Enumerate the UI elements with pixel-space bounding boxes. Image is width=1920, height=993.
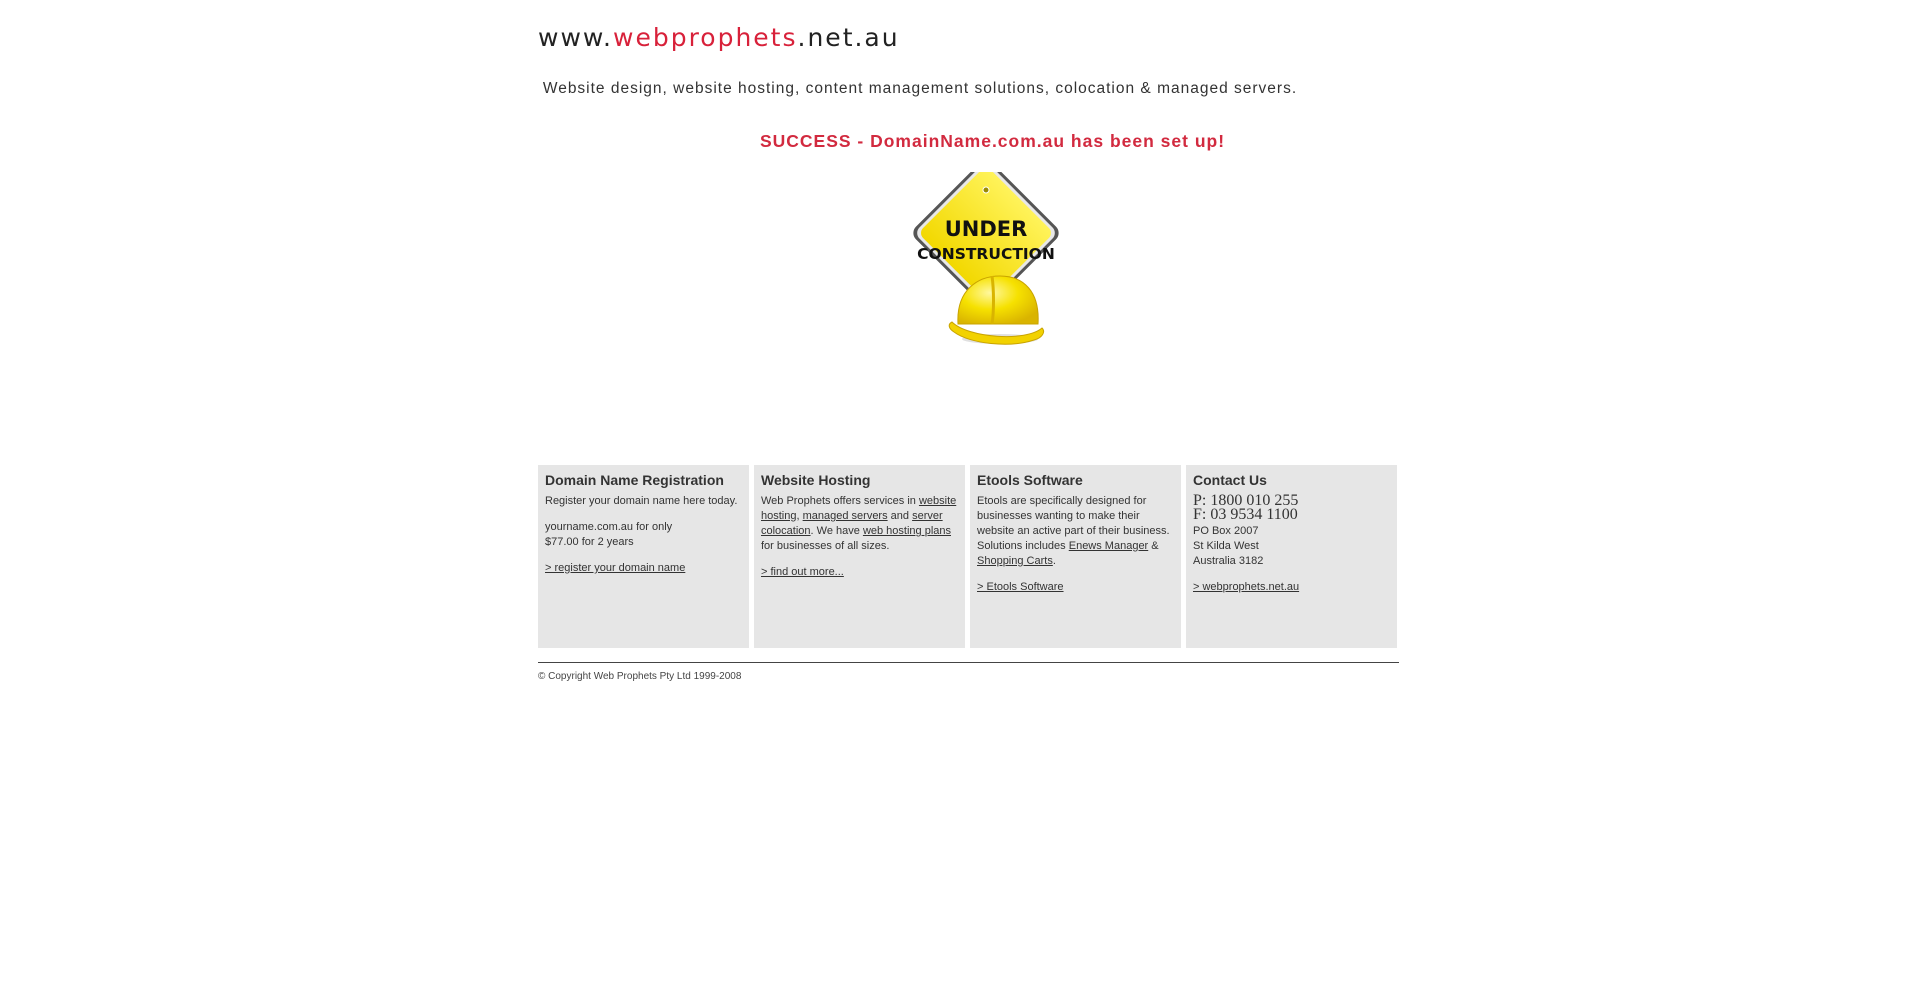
web-hosting-plans-link[interactable]: web hosting plans xyxy=(862,525,951,537)
logo-suffix: .net.au xyxy=(797,23,900,52)
success-message: SUCCESS - DomainName.com.au has been set up! xyxy=(759,131,1226,151)
under-construction-sign xyxy=(906,172,1066,348)
tagline: Website design, website hosting, content management solutions, colocation & managed servers. xyxy=(542,80,1298,97)
hosting-title: Website Hosting xyxy=(761,472,871,488)
etools-panel xyxy=(970,465,1181,648)
hosting-panel xyxy=(754,465,965,648)
etools-text xyxy=(977,494,1174,569)
sign-line1: UNDER xyxy=(944,217,1028,241)
address-line1: PO Box 2007 xyxy=(1193,525,1259,537)
etools-software-link[interactable]: > Etools Software xyxy=(977,581,1064,593)
contact-phone: P: 1800 010 255 xyxy=(1193,492,1299,509)
server-colocation-link[interactable]: server colocation xyxy=(761,510,943,537)
contact-address xyxy=(1193,524,1390,569)
domain-price xyxy=(545,520,742,550)
hosting-text-5: for businesses of all sizes. xyxy=(761,540,890,552)
site-logo[interactable] xyxy=(538,22,900,54)
domain-panel xyxy=(538,465,749,648)
logo-brand: webprophets xyxy=(613,23,798,52)
webprophets-link[interactable]: > webprophets.net.au xyxy=(1193,581,1300,593)
etools-text-2: & xyxy=(1148,540,1159,552)
hosting-text-1: Web Prophets offers services in xyxy=(761,495,919,507)
footer-divider xyxy=(538,662,1399,663)
under-construction-icon xyxy=(906,172,1066,348)
etools-text-3: . xyxy=(1052,555,1056,567)
sign-line2: CONSTRUCTION xyxy=(917,245,1055,263)
find-out-more-link[interactable]: > find out more... xyxy=(761,566,844,578)
domain-title: Domain Name Registration xyxy=(545,472,724,488)
logo-prefix: www. xyxy=(538,23,613,52)
hosting-text xyxy=(761,494,958,554)
etools-text-1: Etools are specifically designed for businesses wanting to make their website an active part of their business. Solutions includes xyxy=(977,495,1170,552)
info-panels xyxy=(538,465,1399,648)
shopping-carts-link[interactable]: Shopping Carts xyxy=(977,555,1053,567)
hosting-text-4: . We have xyxy=(810,525,863,537)
address-line3: Australia 3182 xyxy=(1193,555,1264,567)
register-domain-link[interactable]: > register your domain name xyxy=(545,562,686,574)
contact-fax: F: 03 9534 1100 xyxy=(1193,506,1298,523)
hosting-text-2: , xyxy=(796,510,803,522)
contact-title: Contact Us xyxy=(1193,472,1267,488)
managed-servers-link[interactable]: managed servers xyxy=(802,510,888,522)
address-line2: St Kilda West xyxy=(1193,540,1259,552)
etools-title: Etools Software xyxy=(977,472,1083,488)
domain-price-line2: $77.00 for 2 years xyxy=(545,536,634,548)
enews-manager-link[interactable]: Enews Manager xyxy=(1068,540,1149,552)
hosting-text-3: and xyxy=(887,510,913,522)
contact-panel xyxy=(1186,465,1397,648)
domain-text: Register your domain name here today. xyxy=(545,495,738,507)
copyright: © Copyright Web Prophets Pty Ltd 1999-2008 xyxy=(538,671,742,682)
website-hosting-link[interactable]: website hosting xyxy=(761,495,957,522)
domain-price-line1: yourname.com.au for only xyxy=(545,521,673,533)
